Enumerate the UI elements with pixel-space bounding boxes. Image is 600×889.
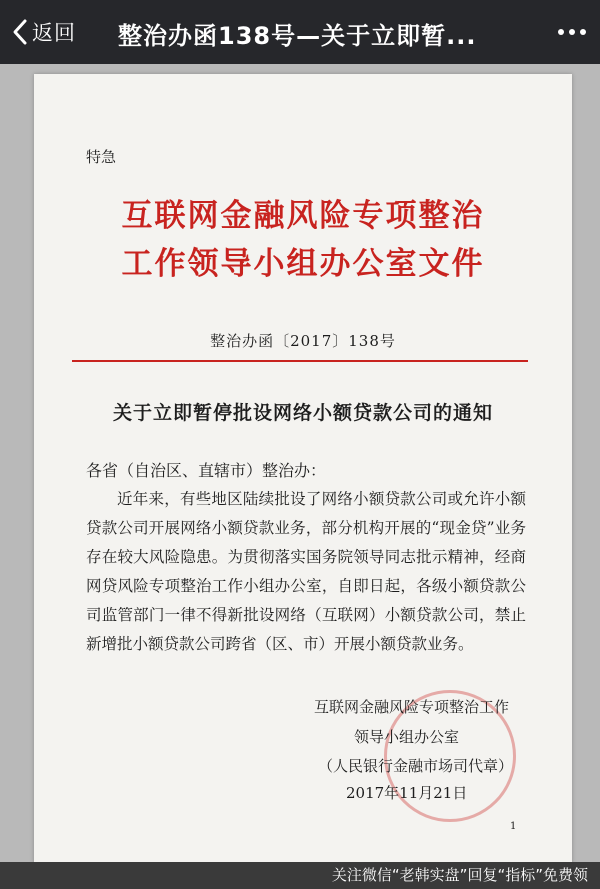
- body-paragraph: 近年来，有些地区陆续批设了网络小额贷款公司或允许小额贷款公司开展网络小额贷款业务，部分机构开展的“现金贷”业务存在较大风险隐患。为贯彻落实国务院领导同志批示精神，经商网贷风险专项整治工作小组办公室，自即日起，各级小额贷款公司监管部门一律不得新批设网络（互联网）小额贷款公司，禁止新增批小额贷款公司跨省（区、市）开展小额贷款业务。: [86, 490, 526, 653]
- signer-line1: 互联网金融风险专项整治工作: [314, 698, 510, 716]
- promo-caption: 关注微信“老韩实盘”回复“指标”免费领: [0, 862, 600, 889]
- notice-title: 关于立即暂停批设网络小额贷款公司的通知: [112, 402, 493, 424]
- back-button[interactable]: [12, 14, 76, 50]
- page-number: 1: [510, 821, 517, 832]
- signer-line3: （人民银行金融市场司代章）: [318, 757, 514, 775]
- document-page: [34, 74, 572, 864]
- page-title: 整治办函138号—关于立即暂...: [118, 22, 477, 50]
- signer-line2: 领导小组办公室: [354, 728, 460, 746]
- document-header-line1: 互联网金融风险专项整治: [121, 198, 485, 234]
- red-divider: [72, 360, 528, 362]
- top-navigation-bar: [0, 0, 600, 64]
- document-number: 整治办函〔2017〕138号: [210, 332, 396, 350]
- back-label: 返回: [32, 21, 76, 45]
- document-date: 2017年11月21日: [346, 784, 468, 802]
- salutation: 各省（自治区、直辖市）整治办：: [86, 461, 327, 480]
- urgency-label: 特急: [86, 148, 117, 166]
- more-options-icon[interactable]: [558, 29, 586, 35]
- chevron-left-icon: [12, 18, 28, 46]
- document-header-line2: 工作领导小组办公室文件: [121, 246, 485, 282]
